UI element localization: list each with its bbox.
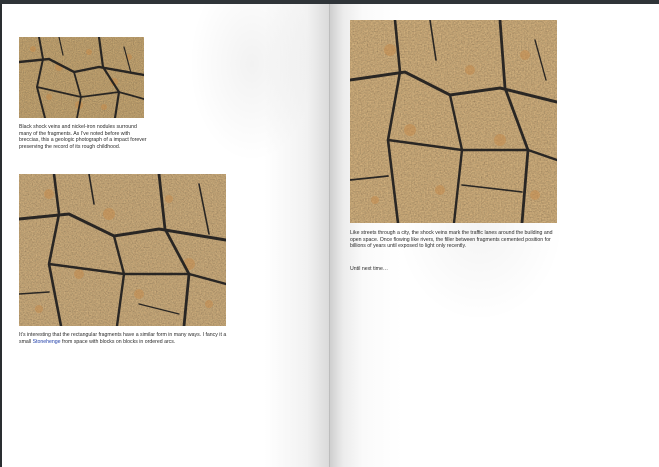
- meteorite-photo-right: [350, 20, 557, 223]
- left-page[interactable]: [2, 4, 330, 467]
- stonehenge-link[interactable]: Stonehenge: [32, 338, 61, 345]
- meteorite-photo-icon: [350, 20, 557, 223]
- caption-shock-veins: Black shock veins and nickel-iron nodules surround many of the fragments. As I’ve noted before with breccias, this a geologic photograph of a impact forever preserving the record of its rough childhood.: [19, 124, 147, 150]
- closing-text: Until next time…: [350, 266, 389, 272]
- right-page[interactable]: [330, 4, 659, 467]
- caption-stonehenge-text-1: It’s interesting that the rectangular fragments have a similar form in many ways. I fancy it a small: [19, 332, 227, 345]
- caption-stonehenge-text-2: from space with blocks on blocks in ordered arcs.: [62, 338, 176, 345]
- meteorite-photo-large: [19, 174, 226, 326]
- caption-streets: Like streets through a city, the shock veins mark the traffic lanes around the building and open space. Once flowing like rivers, the filler between fragments cemented position for billions of years until exposed to light only recently.: [350, 230, 553, 250]
- meteorite-photo-icon: [19, 37, 144, 118]
- caption-stonehenge: [19, 332, 234, 345]
- meteorite-photo-icon: [19, 174, 226, 326]
- meteorite-photo-small: [19, 37, 144, 118]
